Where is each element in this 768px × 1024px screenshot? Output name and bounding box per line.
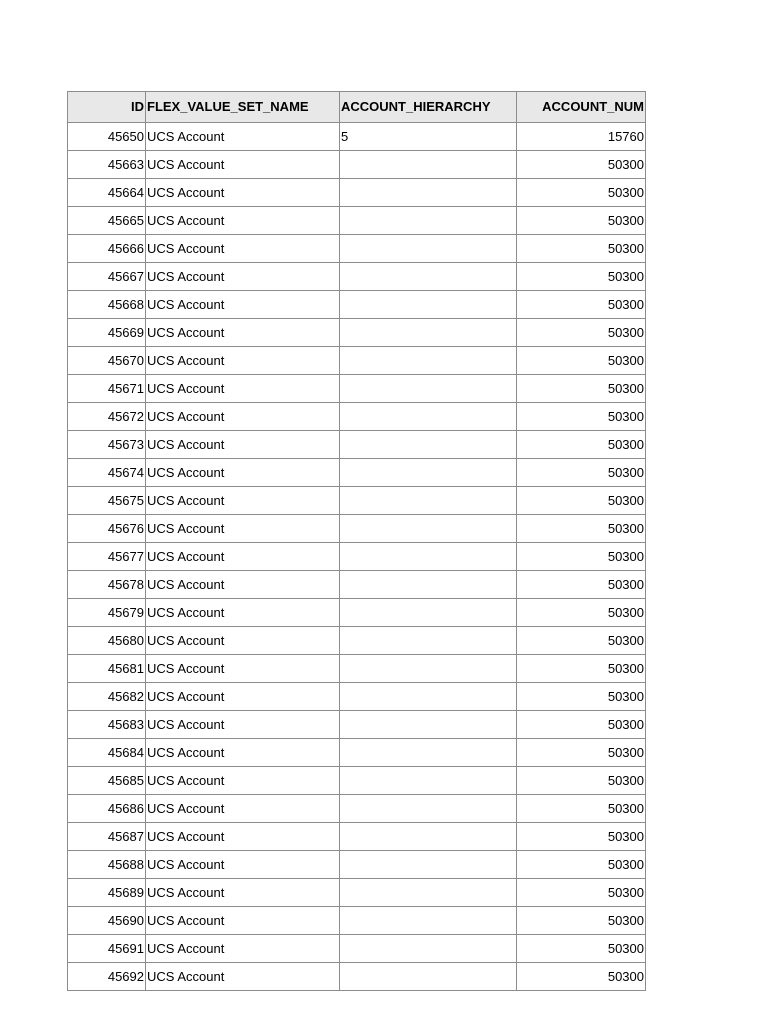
table-header xyxy=(68,92,646,123)
table-row xyxy=(68,515,646,543)
table-row xyxy=(68,235,646,263)
cell-account-hierarchy[interactable] xyxy=(340,319,517,347)
cell-account-hierarchy[interactable] xyxy=(340,683,517,711)
cell-account-hierarchy[interactable] xyxy=(340,459,517,487)
cell-account-num[interactable]: 50300 xyxy=(517,683,646,711)
cell-id[interactable]: 45675 xyxy=(68,487,146,515)
cell-id[interactable]: 45690 xyxy=(68,907,146,935)
cell-account-hierarchy[interactable] xyxy=(340,963,517,991)
cell-account-num[interactable]: 50300 xyxy=(517,459,646,487)
table-body xyxy=(68,123,646,991)
cell-account-hierarchy[interactable] xyxy=(340,207,517,235)
cell-account-hierarchy[interactable] xyxy=(340,375,517,403)
table-row xyxy=(68,179,646,207)
table-row xyxy=(68,459,646,487)
cell-id[interactable]: 45670 xyxy=(68,347,146,375)
table-row xyxy=(68,823,646,851)
cell-account-num[interactable]: 50300 xyxy=(517,711,646,739)
cell-account-num[interactable]: 50300 xyxy=(517,151,646,179)
cell-account-num[interactable]: 50300 xyxy=(517,263,646,291)
cell-account-hierarchy[interactable] xyxy=(340,263,517,291)
table-row xyxy=(68,291,646,319)
cell-flex-value-set-name[interactable]: UCS Account xyxy=(146,935,340,963)
spreadsheet-page xyxy=(67,91,646,991)
cell-flex-value-set-name[interactable]: UCS Account xyxy=(146,851,340,879)
cell-flex-value-set-name[interactable]: UCS Account xyxy=(146,235,340,263)
cell-flex-value-set-name[interactable]: UCS Account xyxy=(146,403,340,431)
cell-flex-value-set-name[interactable]: UCS Account xyxy=(146,375,340,403)
cell-flex-value-set-name[interactable]: UCS Account xyxy=(146,739,340,767)
table-row xyxy=(68,403,646,431)
cell-id[interactable]: 45663 xyxy=(68,151,146,179)
table-row xyxy=(68,739,646,767)
cell-account-hierarchy[interactable] xyxy=(340,403,517,431)
table-row xyxy=(68,347,646,375)
cell-flex-value-set-name[interactable]: UCS Account xyxy=(146,123,340,151)
cell-account-hierarchy[interactable] xyxy=(340,347,517,375)
table-row xyxy=(68,851,646,879)
cell-account-hierarchy[interactable] xyxy=(340,487,517,515)
cell-id[interactable]: 45686 xyxy=(68,795,146,823)
cell-account-hierarchy[interactable] xyxy=(340,151,517,179)
cell-id[interactable]: 45673 xyxy=(68,431,146,459)
cell-id[interactable]: 45667 xyxy=(68,263,146,291)
cell-account-hierarchy[interactable] xyxy=(340,627,517,655)
cell-account-hierarchy[interactable] xyxy=(340,543,517,571)
cell-flex-value-set-name[interactable]: UCS Account xyxy=(146,823,340,851)
cell-flex-value-set-name[interactable]: UCS Account xyxy=(146,963,340,991)
cell-flex-value-set-name[interactable]: UCS Account xyxy=(146,291,340,319)
cell-account-num[interactable]: 50300 xyxy=(517,487,646,515)
cell-id[interactable]: 45680 xyxy=(68,627,146,655)
cell-id[interactable]: 45666 xyxy=(68,235,146,263)
cell-id[interactable]: 45688 xyxy=(68,851,146,879)
cell-account-num[interactable]: 50300 xyxy=(517,823,646,851)
cell-account-num[interactable]: 50300 xyxy=(517,879,646,907)
cell-flex-value-set-name[interactable]: UCS Account xyxy=(146,515,340,543)
cell-account-num[interactable]: 50300 xyxy=(517,319,646,347)
cell-id[interactable]: 45668 xyxy=(68,291,146,319)
cell-account-hierarchy[interactable] xyxy=(340,935,517,963)
cell-flex-value-set-name[interactable]: UCS Account xyxy=(146,627,340,655)
table-row xyxy=(68,207,646,235)
cell-id[interactable]: 45692 xyxy=(68,963,146,991)
data-table xyxy=(67,91,646,991)
cell-account-hierarchy[interactable] xyxy=(340,431,517,459)
cell-account-num[interactable]: 15760 xyxy=(517,123,646,151)
cell-id[interactable]: 45650 xyxy=(68,123,146,151)
cell-account-hierarchy[interactable] xyxy=(340,655,517,683)
table-row xyxy=(68,599,646,627)
table-row xyxy=(68,879,646,907)
cell-account-hierarchy[interactable] xyxy=(340,179,517,207)
column-header-id[interactable]: ID xyxy=(68,92,146,123)
cell-account-num[interactable]: 50300 xyxy=(517,599,646,627)
cell-flex-value-set-name[interactable]: UCS Account xyxy=(146,179,340,207)
header-row xyxy=(68,92,646,123)
cell-flex-value-set-name[interactable]: UCS Account xyxy=(146,459,340,487)
table-row xyxy=(68,655,646,683)
cell-flex-value-set-name[interactable]: UCS Account xyxy=(146,319,340,347)
cell-flex-value-set-name[interactable]: UCS Account xyxy=(146,431,340,459)
cell-account-hierarchy[interactable] xyxy=(340,795,517,823)
cell-id[interactable]: 45682 xyxy=(68,683,146,711)
table-row xyxy=(68,151,646,179)
table-row xyxy=(68,431,646,459)
table-row xyxy=(68,123,646,151)
cell-account-num[interactable]: 50300 xyxy=(517,347,646,375)
cell-account-hierarchy[interactable] xyxy=(340,291,517,319)
cell-account-num[interactable]: 50300 xyxy=(517,767,646,795)
table-row xyxy=(68,319,646,347)
cell-id[interactable]: 45672 xyxy=(68,403,146,431)
cell-id[interactable]: 45677 xyxy=(68,543,146,571)
cell-flex-value-set-name[interactable]: UCS Account xyxy=(146,543,340,571)
table-row xyxy=(68,683,646,711)
cell-flex-value-set-name[interactable]: UCS Account xyxy=(146,767,340,795)
cell-account-num[interactable]: 50300 xyxy=(517,375,646,403)
cell-id[interactable]: 45685 xyxy=(68,767,146,795)
cell-account-num[interactable]: 50300 xyxy=(517,207,646,235)
cell-id[interactable]: 45671 xyxy=(68,375,146,403)
table-row xyxy=(68,263,646,291)
cell-account-hierarchy[interactable] xyxy=(340,879,517,907)
cell-account-num[interactable]: 50300 xyxy=(517,235,646,263)
cell-account-num[interactable]: 50300 xyxy=(517,515,646,543)
column-header-account-num[interactable]: ACCOUNT_NUM xyxy=(517,92,646,123)
table-row xyxy=(68,543,646,571)
cell-id[interactable]: 45684 xyxy=(68,739,146,767)
cell-account-num[interactable]: 50300 xyxy=(517,431,646,459)
cell-id[interactable]: 45669 xyxy=(68,319,146,347)
cell-id[interactable]: 45689 xyxy=(68,879,146,907)
cell-flex-value-set-name[interactable]: UCS Account xyxy=(146,655,340,683)
cell-flex-value-set-name[interactable]: UCS Account xyxy=(146,795,340,823)
cell-account-hierarchy[interactable] xyxy=(340,711,517,739)
cell-account-hierarchy[interactable] xyxy=(340,571,517,599)
cell-account-hierarchy[interactable] xyxy=(340,767,517,795)
table-row xyxy=(68,571,646,599)
cell-account-num[interactable]: 50300 xyxy=(517,655,646,683)
cell-flex-value-set-name[interactable]: UCS Account xyxy=(146,879,340,907)
cell-account-num[interactable]: 50300 xyxy=(517,571,646,599)
cell-account-hierarchy[interactable] xyxy=(340,851,517,879)
cell-account-num[interactable]: 50300 xyxy=(517,851,646,879)
table-row xyxy=(68,907,646,935)
cell-account-hierarchy[interactable] xyxy=(340,823,517,851)
cell-flex-value-set-name[interactable]: UCS Account xyxy=(146,263,340,291)
table-row xyxy=(68,627,646,655)
cell-account-num[interactable]: 50300 xyxy=(517,543,646,571)
table-row xyxy=(68,767,646,795)
table-row xyxy=(68,963,646,991)
cell-account-num[interactable]: 50300 xyxy=(517,627,646,655)
table-row xyxy=(68,935,646,963)
cell-flex-value-set-name[interactable]: UCS Account xyxy=(146,683,340,711)
cell-id[interactable]: 45665 xyxy=(68,207,146,235)
cell-account-hierarchy[interactable]: 5 xyxy=(340,123,517,151)
cell-id[interactable]: 45681 xyxy=(68,655,146,683)
cell-flex-value-set-name[interactable]: UCS Account xyxy=(146,487,340,515)
cell-flex-value-set-name[interactable]: UCS Account xyxy=(146,571,340,599)
cell-id[interactable]: 45691 xyxy=(68,935,146,963)
cell-account-num[interactable]: 50300 xyxy=(517,739,646,767)
cell-id[interactable]: 45676 xyxy=(68,515,146,543)
cell-id[interactable]: 45674 xyxy=(68,459,146,487)
cell-account-num[interactable]: 50300 xyxy=(517,795,646,823)
cell-account-num[interactable]: 50300 xyxy=(517,403,646,431)
cell-account-num[interactable]: 50300 xyxy=(517,963,646,991)
table-row xyxy=(68,711,646,739)
cell-id[interactable]: 45683 xyxy=(68,711,146,739)
cell-account-num[interactable]: 50300 xyxy=(517,291,646,319)
column-header-flex-value-set-name[interactable]: FLEX_VALUE_SET_NAME xyxy=(146,92,340,123)
cell-account-num[interactable]: 50300 xyxy=(517,935,646,963)
cell-account-hierarchy[interactable] xyxy=(340,515,517,543)
cell-account-num[interactable]: 50300 xyxy=(517,179,646,207)
cell-flex-value-set-name[interactable]: UCS Account xyxy=(146,599,340,627)
cell-account-num[interactable]: 50300 xyxy=(517,907,646,935)
cell-flex-value-set-name[interactable]: UCS Account xyxy=(146,711,340,739)
cell-account-hierarchy[interactable] xyxy=(340,235,517,263)
table-row xyxy=(68,487,646,515)
cell-account-hierarchy[interactable] xyxy=(340,739,517,767)
cell-id[interactable]: 45664 xyxy=(68,179,146,207)
cell-id[interactable]: 45679 xyxy=(68,599,146,627)
table-row xyxy=(68,795,646,823)
column-header-account-hierarchy[interactable]: ACCOUNT_HIERARCHY xyxy=(340,92,517,123)
cell-flex-value-set-name[interactable]: UCS Account xyxy=(146,207,340,235)
cell-id[interactable]: 45678 xyxy=(68,571,146,599)
cell-flex-value-set-name[interactable]: UCS Account xyxy=(146,347,340,375)
cell-flex-value-set-name[interactable]: UCS Account xyxy=(146,151,340,179)
cell-id[interactable]: 45687 xyxy=(68,823,146,851)
cell-flex-value-set-name[interactable]: UCS Account xyxy=(146,907,340,935)
table-row xyxy=(68,375,646,403)
cell-account-hierarchy[interactable] xyxy=(340,907,517,935)
cell-account-hierarchy[interactable] xyxy=(340,599,517,627)
